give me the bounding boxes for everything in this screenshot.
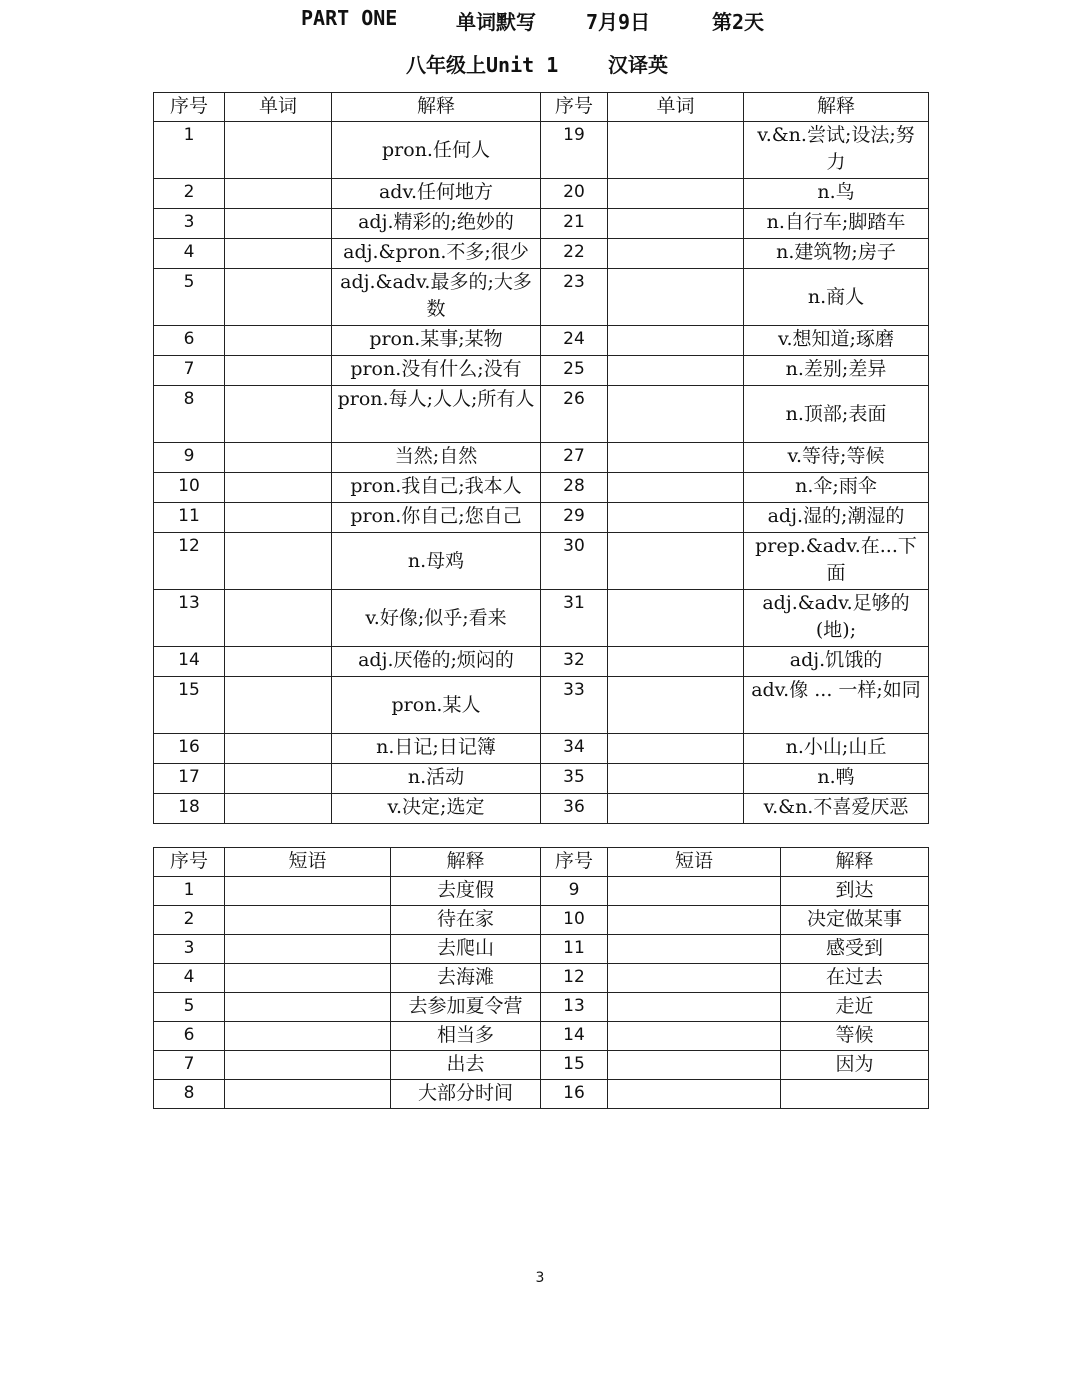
row-number: 15	[154, 677, 225, 734]
row-number: 18	[154, 794, 225, 824]
row-number: 27	[541, 443, 608, 473]
answer-blank[interactable]	[225, 503, 332, 533]
row-number: 22	[541, 239, 608, 269]
definition-cell: 等候	[781, 1022, 929, 1051]
row-number: 7	[154, 356, 225, 386]
answer-blank[interactable]	[225, 179, 332, 209]
answer-blank[interactable]	[225, 443, 332, 473]
table-row	[154, 993, 929, 1022]
definition-cell: n.商人	[744, 269, 929, 326]
header-cell: 序号	[154, 93, 225, 122]
definition-cell: adj.&adv.足够的(地);	[744, 590, 929, 647]
row-number: 4	[154, 239, 225, 269]
definition-cell: 当然;自然	[332, 443, 541, 473]
table-header-row	[154, 93, 929, 122]
answer-blank[interactable]	[608, 473, 744, 503]
row-number: 36	[541, 794, 608, 824]
answer-blank[interactable]	[608, 935, 781, 964]
row-number: 14	[154, 647, 225, 677]
table-row	[154, 533, 929, 590]
row-number: 6	[154, 326, 225, 356]
vocabulary-table	[153, 92, 929, 824]
header-cell: 解释	[744, 93, 929, 122]
header-line-1	[0, 6, 1080, 36]
answer-blank[interactable]	[608, 993, 781, 1022]
table-row	[154, 764, 929, 794]
answer-blank[interactable]	[225, 239, 332, 269]
table-row	[154, 647, 929, 677]
table-row	[154, 122, 929, 179]
table-row	[154, 935, 929, 964]
part-label: PART ONE	[301, 6, 398, 30]
row-number: 3	[154, 935, 225, 964]
definition-cell: adj.饥饿的	[744, 647, 929, 677]
answer-blank[interactable]	[225, 122, 332, 179]
row-number: 16	[541, 1080, 608, 1109]
row-number: 1	[154, 122, 225, 179]
definition-cell: n.自行车;脚踏车	[744, 209, 929, 239]
answer-blank[interactable]	[225, 1051, 391, 1080]
definition-cell: adj.&pron.不多;很少	[332, 239, 541, 269]
row-number: 10	[154, 473, 225, 503]
definition-cell: 相当多	[391, 1022, 541, 1051]
answer-blank[interactable]	[608, 794, 744, 824]
table-row	[154, 179, 929, 209]
row-number: 7	[154, 1051, 225, 1080]
row-number: 35	[541, 764, 608, 794]
row-number: 14	[541, 1022, 608, 1051]
answer-blank[interactable]	[225, 734, 332, 764]
answer-blank[interactable]	[225, 906, 391, 935]
header-cell: 短语	[225, 848, 391, 877]
answer-blank[interactable]	[225, 964, 391, 993]
row-number: 24	[541, 326, 608, 356]
definition-cell: pron.某人	[332, 677, 541, 734]
definition-cell: n.小山;山丘	[744, 734, 929, 764]
row-number: 13	[541, 993, 608, 1022]
mode-label: 汉译英	[608, 53, 668, 77]
table-row	[154, 964, 929, 993]
row-number: 4	[154, 964, 225, 993]
definition-cell: adj.精彩的;绝妙的	[332, 209, 541, 239]
header-cell: 短语	[608, 848, 781, 877]
definition-cell: n.活动	[332, 764, 541, 794]
table-row	[154, 1080, 929, 1109]
definition-cell: adv.像 ... 一样;如同	[744, 677, 929, 734]
answer-blank[interactable]	[225, 269, 332, 326]
definition-cell: n.差别;差异	[744, 356, 929, 386]
page-number: 3	[535, 1270, 545, 1286]
row-number: 10	[541, 906, 608, 935]
answer-blank[interactable]	[608, 764, 744, 794]
row-number: 3	[154, 209, 225, 239]
definition-cell: 到达	[781, 877, 929, 906]
unit-label: 八年级上Unit 1	[406, 53, 559, 77]
header-cell: 解释	[391, 848, 541, 877]
row-number: 11	[154, 503, 225, 533]
definition-cell: pron.任何人	[332, 122, 541, 179]
table-row	[154, 877, 929, 906]
definition-cell	[781, 1080, 929, 1109]
answer-blank[interactable]	[225, 794, 332, 824]
row-number: 30	[541, 533, 608, 590]
definition-cell: 决定做某事	[781, 906, 929, 935]
row-number: 8	[154, 386, 225, 443]
table-row	[154, 734, 929, 764]
row-number: 34	[541, 734, 608, 764]
row-number: 15	[541, 1051, 608, 1080]
answer-blank[interactable]	[608, 590, 744, 647]
answer-blank[interactable]	[225, 764, 332, 794]
table-row	[154, 677, 929, 734]
definition-cell: n.鸭	[744, 764, 929, 794]
row-number: 1	[154, 877, 225, 906]
answer-blank[interactable]	[608, 1022, 781, 1051]
table-row	[154, 443, 929, 473]
answer-blank[interactable]	[608, 1051, 781, 1080]
table-header-row	[154, 848, 929, 877]
definition-cell: 去海滩	[391, 964, 541, 993]
header-cell: 解释	[332, 93, 541, 122]
answer-blank[interactable]	[608, 734, 744, 764]
definition-cell: 在过去	[781, 964, 929, 993]
row-number: 29	[541, 503, 608, 533]
answer-blank[interactable]	[608, 677, 744, 734]
answer-blank[interactable]	[608, 443, 744, 473]
definition-cell: n.日记;日记簿	[332, 734, 541, 764]
definition-cell: prep.&adv.在...下面	[744, 533, 929, 590]
answer-blank[interactable]	[225, 935, 391, 964]
table-row	[154, 590, 929, 647]
definition-cell: 去度假	[391, 877, 541, 906]
definition-cell: n.母鸡	[332, 533, 541, 590]
table-row	[154, 503, 929, 533]
definition-cell: v.决定;选定	[332, 794, 541, 824]
answer-blank[interactable]	[225, 1022, 391, 1051]
answer-blank[interactable]	[608, 386, 744, 443]
answer-blank[interactable]	[608, 179, 744, 209]
row-number: 2	[154, 179, 225, 209]
definition-cell: v.&n.尝试;设法;努力	[744, 122, 929, 179]
answer-blank[interactable]	[608, 239, 744, 269]
header-cell: 序号	[154, 848, 225, 877]
table-row	[154, 386, 929, 443]
row-number: 6	[154, 1022, 225, 1051]
answer-blank[interactable]	[608, 503, 744, 533]
definition-cell: v.等待;等候	[744, 443, 929, 473]
definition-cell: 大部分时间	[391, 1080, 541, 1109]
answer-blank[interactable]	[608, 122, 744, 179]
answer-blank[interactable]	[225, 877, 391, 906]
definition-cell: v.好像;似乎;看来	[332, 590, 541, 647]
table-row	[154, 794, 929, 824]
definition-cell: v.&n.不喜爱厌恶	[744, 794, 929, 824]
definition-cell: adj.湿的;潮湿的	[744, 503, 929, 533]
definition-cell: adj.厌倦的;烦闷的	[332, 647, 541, 677]
row-number: 5	[154, 993, 225, 1022]
table-row	[154, 209, 929, 239]
definition-cell: pron.没有什么;没有	[332, 356, 541, 386]
definition-cell: adv.任何地方	[332, 179, 541, 209]
table-row	[154, 239, 929, 269]
row-number: 17	[154, 764, 225, 794]
definition-cell: n.鸟	[744, 179, 929, 209]
table-row	[154, 1051, 929, 1080]
definition-cell: 待在家	[391, 906, 541, 935]
header-line-2	[0, 49, 1080, 79]
task-label: 单词默写	[456, 10, 536, 34]
answer-blank[interactable]	[225, 677, 332, 734]
answer-blank[interactable]	[608, 326, 744, 356]
definition-cell: pron.你自己;您自己	[332, 503, 541, 533]
row-number: 28	[541, 473, 608, 503]
answer-blank[interactable]	[225, 993, 391, 1022]
row-number: 9	[541, 877, 608, 906]
row-number: 9	[154, 443, 225, 473]
row-number: 32	[541, 647, 608, 677]
answer-blank[interactable]	[608, 356, 744, 386]
header-cell: 解释	[781, 848, 929, 877]
answer-blank[interactable]	[225, 590, 332, 647]
table-row	[154, 906, 929, 935]
definition-cell: pron.我自己;我本人	[332, 473, 541, 503]
header-cell: 序号	[541, 93, 608, 122]
row-number: 8	[154, 1080, 225, 1109]
definition-cell: 去爬山	[391, 935, 541, 964]
header-cell: 单词	[225, 93, 332, 122]
definition-cell: 因为	[781, 1051, 929, 1080]
definition-cell: v.想知道;琢磨	[744, 326, 929, 356]
answer-blank[interactable]	[608, 533, 744, 590]
table-row	[154, 269, 929, 326]
row-number: 19	[541, 122, 608, 179]
answer-blank[interactable]	[608, 1080, 781, 1109]
row-number: 13	[154, 590, 225, 647]
row-number: 12	[541, 964, 608, 993]
definition-cell: 出去	[391, 1051, 541, 1080]
answer-blank[interactable]	[225, 326, 332, 356]
header-cell: 序号	[541, 848, 608, 877]
row-number: 5	[154, 269, 225, 326]
row-number: 21	[541, 209, 608, 239]
definition-cell: adj.&adv.最多的;大多数	[332, 269, 541, 326]
day-label: 第2天	[712, 10, 765, 34]
answer-blank[interactable]	[225, 356, 332, 386]
row-number: 26	[541, 386, 608, 443]
definition-cell: 去参加夏令营	[391, 993, 541, 1022]
answer-blank[interactable]	[225, 209, 332, 239]
table-row	[154, 473, 929, 503]
answer-blank[interactable]	[225, 533, 332, 590]
definition-cell: n.建筑物;房子	[744, 239, 929, 269]
row-number: 11	[541, 935, 608, 964]
row-number: 31	[541, 590, 608, 647]
definition-cell: 走近	[781, 993, 929, 1022]
phrases-table	[153, 847, 929, 1109]
header-cell: 单词	[608, 93, 744, 122]
row-number: 23	[541, 269, 608, 326]
definition-cell: pron.每人;人人;所有人	[332, 386, 541, 443]
answer-blank[interactable]	[608, 647, 744, 677]
answer-blank[interactable]	[608, 209, 744, 239]
definition-cell: n.顶部;表面	[744, 386, 929, 443]
definition-cell: 感受到	[781, 935, 929, 964]
table-row	[154, 356, 929, 386]
answer-blank[interactable]	[225, 1080, 391, 1109]
answer-blank[interactable]	[608, 877, 781, 906]
row-number: 16	[154, 734, 225, 764]
definition-cell: pron.某事;某物	[332, 326, 541, 356]
answer-blank[interactable]	[608, 906, 781, 935]
table-row	[154, 326, 929, 356]
date-label: 7月9日	[586, 10, 651, 34]
answer-blank[interactable]	[608, 269, 744, 326]
answer-blank[interactable]	[225, 647, 332, 677]
row-number: 33	[541, 677, 608, 734]
answer-blank[interactable]	[225, 386, 332, 443]
row-number: 20	[541, 179, 608, 209]
row-number: 2	[154, 906, 225, 935]
definition-cell: n.伞;雨伞	[744, 473, 929, 503]
answer-blank[interactable]	[608, 964, 781, 993]
row-number: 12	[154, 533, 225, 590]
row-number: 25	[541, 356, 608, 386]
answer-blank[interactable]	[225, 473, 332, 503]
table-row	[154, 1022, 929, 1051]
